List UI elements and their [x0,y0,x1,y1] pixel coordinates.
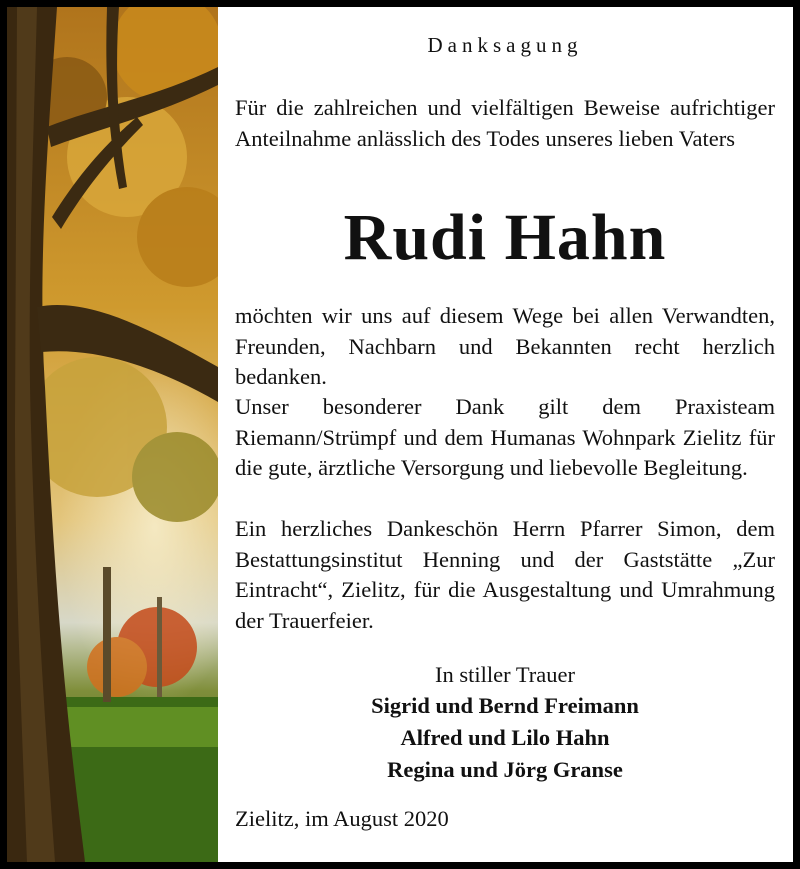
mourner-1: Sigrid und Bernd Freimann [371,693,639,718]
special-thanks-text: Unser besonderer Dank gilt dem Praxisteam Riemann/Strümpf und dem Humanas Wohnpark Zielitz für die gute, ärztliche Versorgung und liebevolle Begleitung. [235,394,775,480]
intro-text: Für die zahlreichen und vielfältigen Beweise aufrichtiger Anteilnahme anlässlich des Todes unseres lieben Vaters [235,95,775,151]
mourner-2: Alfred und Lilo Hahn [400,725,610,750]
mourning-line: In stiller Trauer [435,662,575,687]
thanks-text: möchten wir uns auf diesem Wege bei allen Verwandten, Freunden, Nachbarn und Bekannten recht herzlich bedanken. [235,303,775,389]
obituary-card [7,7,793,862]
pastor-thanks-text: Ein herzliches Dankeschön Herrn Pfarrer Simon, dem Bestattungsinstitut Henning und der Gaststätte „Zur Eintracht“, Zielitz, für die Ausgestaltung und Umrahmung der Trauerfeier. [235,516,775,633]
place-date: Zielitz, im August 2020 [235,806,449,831]
mourner-3: Regina und Jörg Granse [387,757,623,782]
autumn-tree-photo [7,7,218,862]
deceased-name: Rudi Hahn [343,201,667,274]
heading: Danksagung [427,33,583,57]
